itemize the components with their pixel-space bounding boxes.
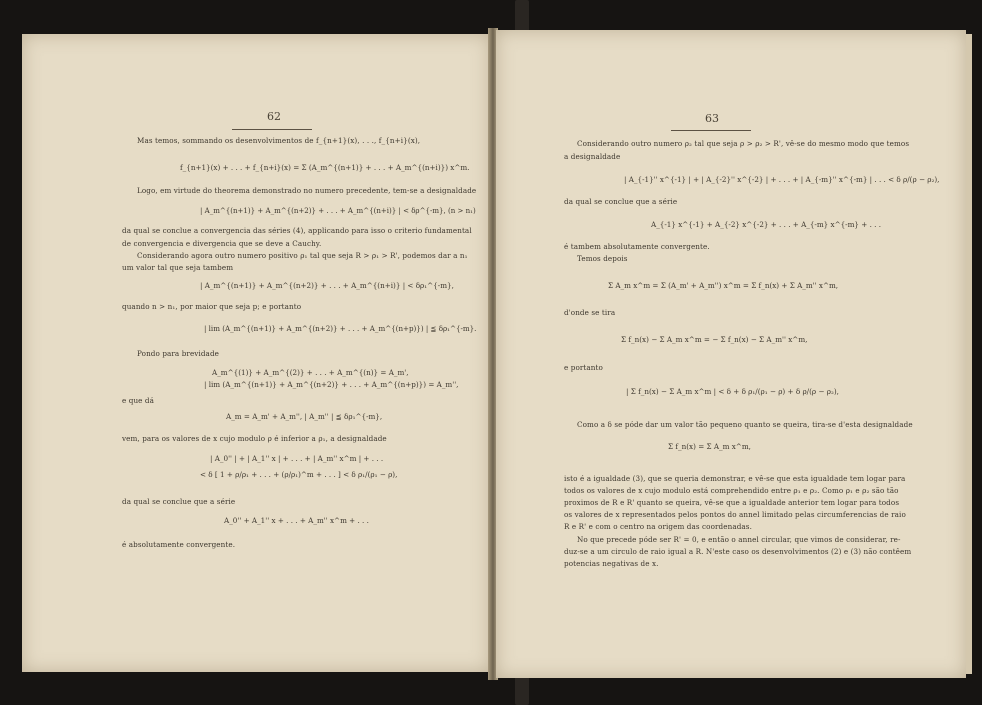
equation: Σ f_n(x) − Σ A_m x^m = − Σ f_n(x) − Σ A_m'' x^m, — [621, 335, 808, 344]
equation: A_m = A_m' + A_m'', | A_m'' | ≦ δρ₁^{-m}, — [226, 412, 383, 421]
text-line: R e R' e com o centro na origem das coordenadas. — [564, 522, 752, 531]
text-line: isto é a igualdade (3), que se queria demonstrar, e vê-se que esta igualdade tem logar para — [564, 474, 906, 483]
text-line: todos os valores de x cujo modulo está comprehendido entre ρ₁ e ρ₂. Como ρ₁ e ρ₂ são tão — [564, 486, 899, 495]
text-line: é absolutamente convergente. — [122, 540, 236, 549]
right-page — [496, 30, 966, 678]
equation: A_m^{(1)} + A_m^{(2)} + . . . + A_m^{(n)} = A_m', — [212, 368, 409, 377]
equation: | lim (A_m^{(n+1)} + A_m^{(n+2)} + . . . + A_m^{(n+p)}) | ≦ δρ₁^{-m}. — [204, 324, 477, 333]
text-line: os valores de x representados pelos pontos do annel limitado pelas circumferencias de raio — [564, 510, 906, 519]
equation: A_{-1} x^{-1} + A_{-2} x^{-2} + . . . + A_{-m} x^{-m} + . . . — [651, 220, 882, 229]
text-line: da qual se conclue a convergencia das séries (4), applicando para isso o criterio fundamental — [122, 226, 472, 235]
text-line: a designaldade — [564, 152, 621, 161]
equation: A_0'' + A_1'' x + . . . + A_m'' x^m + . . . — [224, 516, 369, 525]
text-line: proximos de R e R' quanto se queira, vê-se que a igualdade anterior tem logar para todos — [564, 498, 900, 507]
equation: | A_{-1}'' x^{-1} | + | A_{-2}'' x^{-2} | + . . . + | A_{-m}'' x^{-m} | . . . < δ ρ/(ρ − ρ₂), — [624, 175, 940, 184]
left-page — [22, 34, 490, 672]
text-line: Mas temos, sommando os desenvolvimentos de f_{n+1}(x), . . ., f_{n+i}(x), — [137, 136, 421, 145]
page-stack-edge — [966, 34, 972, 674]
text-line: potencias negativas de x. — [564, 559, 659, 568]
header-rule — [671, 130, 751, 131]
page-number: 62 — [267, 110, 281, 123]
header-rule — [232, 129, 312, 130]
binder-clip-top — [515, 0, 529, 34]
text-line: Como a δ se póde dar um valor tão pequeno quanto se queira, tira-se d'esta designaldade — [577, 420, 913, 429]
text-line: da qual se conclue que a série — [122, 497, 236, 506]
text-line: um valor tal que seja tambem — [122, 263, 234, 272]
page-number: 63 — [705, 112, 719, 125]
binder-clip-bottom — [515, 675, 529, 705]
text-line: e portanto — [564, 363, 603, 372]
text-line: Considerando agora outro numero positivo ρ₁ tal que seja R > ρ₁ > R', podemos dar a n₁ — [137, 251, 468, 260]
text-line: vem, para os valores de x cujo modulo ρ é inferior a ρ₁, a designaldade — [122, 434, 387, 443]
equation: | A_m^{(n+1)} + A_m^{(n+2)} + . . . + A_m^{(n+i)} | < δρ^{-m}, (n > n₁) — [200, 206, 476, 215]
text-line: é tambem absolutamente convergente. — [564, 242, 710, 251]
equation: | Σ f_n(x) − Σ A_m x^m | < δ + δ ρ₁/(ρ₁ − ρ) + δ ρ/(ρ − ρ₂), — [626, 387, 839, 396]
equation: < δ [ 1 + ρ/ρ₁ + . . . + (ρ/ρ₁)^m + . . . ] < δ ρ₁/(ρ₁ − ρ), — [200, 470, 398, 479]
text-line: d'onde se tira — [564, 308, 616, 317]
text-line: Temos depois — [577, 254, 628, 263]
equation: Σ f_n(x) = Σ A_m x^m, — [668, 442, 751, 451]
text-line: Logo, em virtude do theorema demonstrado no numero precedente, tem-se a designaldade — [137, 186, 477, 195]
text-line: de convergencia e divergencia que se deve a Cauchy. — [122, 239, 322, 248]
text-line: quando n > n₁, por maior que seja p; e portanto — [122, 302, 302, 311]
text-line: Pondo para brevidade — [137, 349, 219, 358]
text-line: e que dá — [122, 396, 154, 405]
equation: | lim (A_m^{(n+1)} + A_m^{(n+2)} + . . . + A_m^{(n+p)}) = A_m'', — [204, 380, 459, 389]
equation: | A_m^{(n+1)} + A_m^{(n+2)} + . . . + A_m^{(n+i)} | < δρ₁^{-m}, — [200, 281, 454, 290]
text-line: da qual se conclue que a série — [564, 197, 678, 206]
text-line: duz-se a um circulo de raio igual a R. N'este caso os desenvolvimentos (2) e (3) não contêem — [564, 547, 912, 556]
equation: | A_0'' | + | A_1'' x | + . . . + | A_m'' x^m | + . . . — [210, 454, 384, 463]
text-line: Considerando outro numero ρ₂ tal que seja ρ > ρ₂ > R', vê-se do mesmo modo que temos — [577, 139, 910, 148]
text-line: No que precede póde ser R' = 0, e então o annel circular, que vimos de considerar, re- — [577, 535, 901, 544]
equation: f_{n+1}(x) + . . . + f_{n+i}(x) = Σ (A_m^{(n+1)} + . . . + A_m^{(n+i)}) x^m. — [180, 163, 470, 172]
equation: Σ A_m x^m = Σ (A_m' + A_m'') x^m = Σ f_n(x) + Σ A_m'' x^m, — [608, 281, 839, 290]
